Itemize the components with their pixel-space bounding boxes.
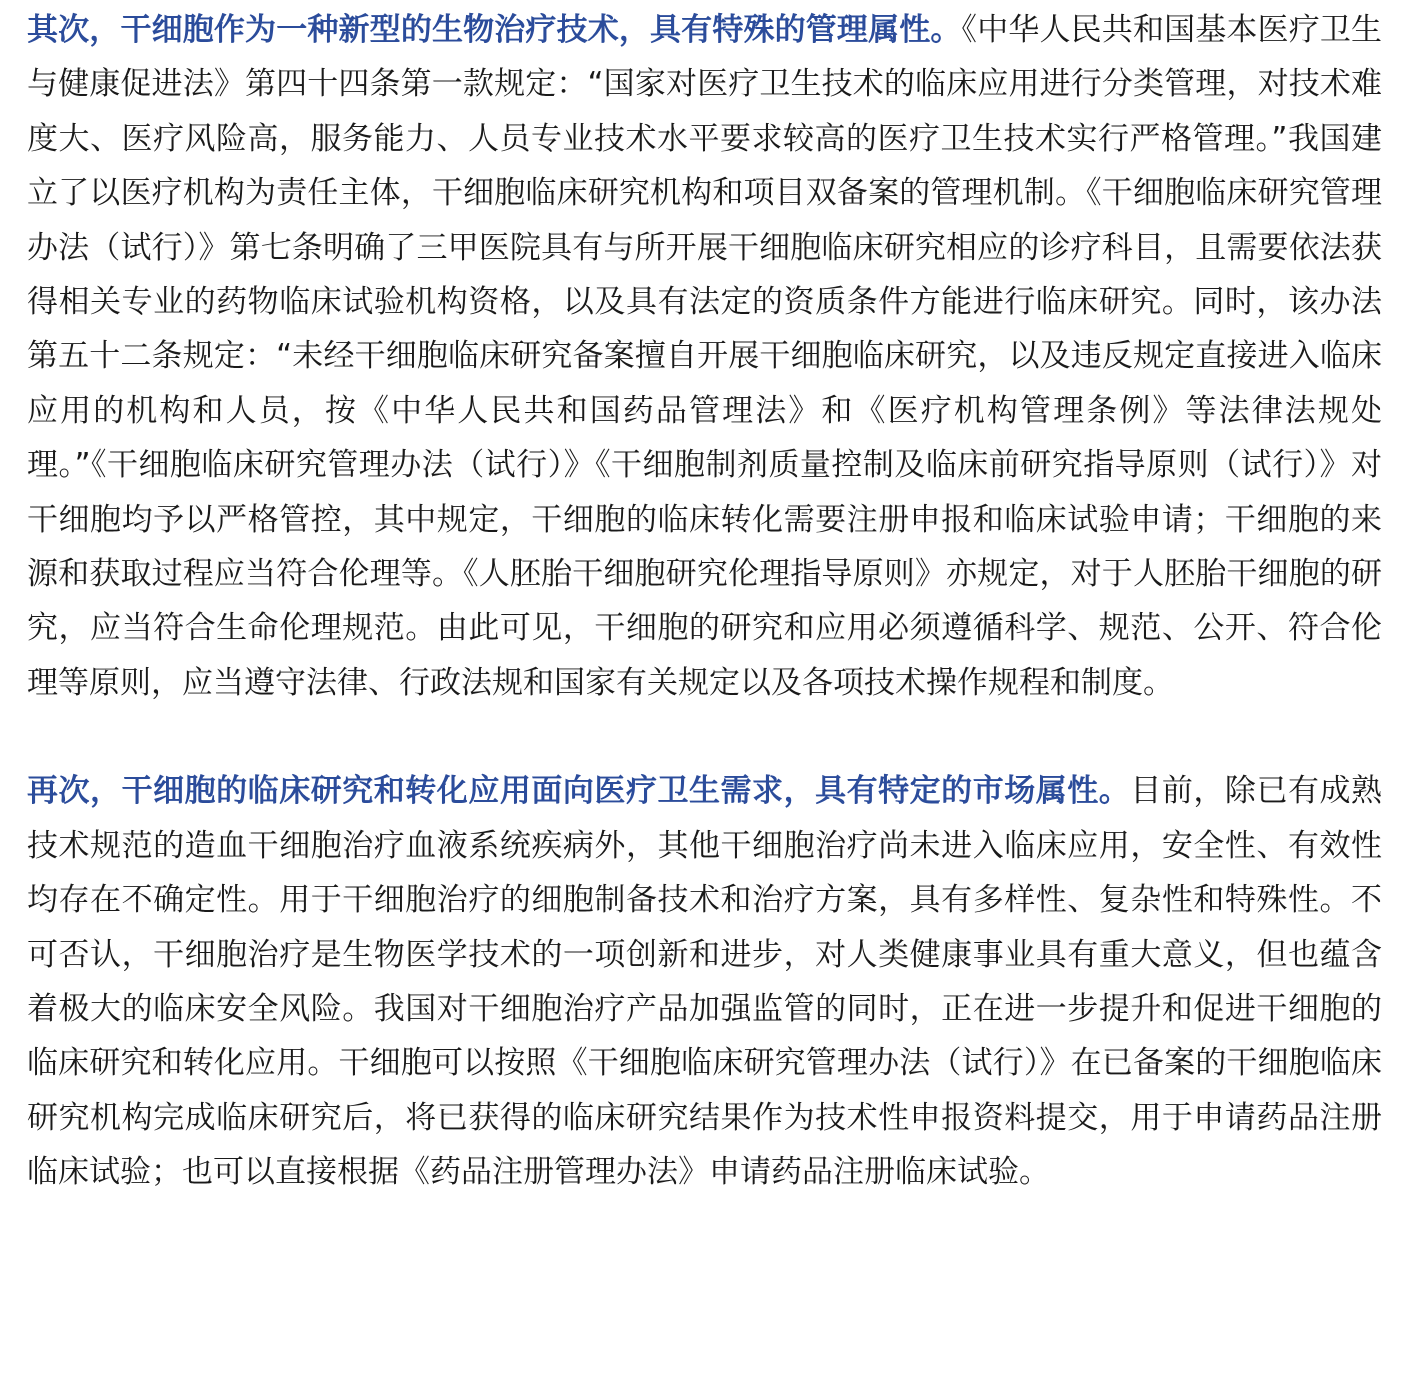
paragraph-management-attribute (27, 3, 1382, 710)
paragraph-body: 《中华人民共和国基本医疗卫生与健康促进法》第四十四条第一款规定：“国家对医疗卫生技术的临床应用进行分类管理，对技术难度大、医疗风险高，服务能力、人员专业技术水平要求较高的医疗卫生技术实行严格管理。”我国建立了以医疗机构为责任主体，干细胞临床研究机构和项目双备案的管理机制。《干细胞临床研究管理办法（试行）》第七条明确了三甲医院具有与所开展干细胞临床研究相应的诊疗科目，且需要依法获得相关专业的药物临床试验机构资格，以及具有法定的资质条件方能进行临床研究。同时，该办法第五十二条规定：“未经干细胞临床研究备案擅自开展干细胞临床研究，以及违反规定直接进入临床应用的机构和人员，按《中华人民共和国药品管理法》和《医疗机构管理条例》等法律法规处理。”《干细胞临床研究管理办法（试行）》《干细胞制剂质量控制及临床前研究指导原则（试行）》对干细胞均予以严格管控，其中规定，干细胞的临床转化需要注册申报和临床试验申请；干细胞的来源和获取过程应当符合伦理等。《人胚胎干细胞研究伦理指导原则》亦规定，对于人胚胎干细胞的研究，应当符合生命伦理规范。由此可见，干细胞的研究和应用必须遵循科学、规范、公开、符合伦理等原则，应当遵守法律、行政法规和国家有关规定以及各项技术操作规程和制度。 (27, 12, 1383, 701)
paragraph-lead: 其次，干细胞作为一种新型的生物治疗技术，具有特殊的管理属性。 (27, 12, 962, 48)
paragraph-body: 目前，除已有成熟技术规范的造血干细胞治疗血液系统疾病外，其他干细胞治疗尚未进入临床应用，安全性、有效性均存在不确定性。用于干细胞治疗的细胞制备技术和治疗方案，具有多样性、复杂性和特殊性。不可否认，干细胞治疗是生物医学技术的一项创新和进步，对人类健康事业具有重大意义，但也蕴含着极大的临床安全风险。我国对干细胞治疗产品加强监管的同时，正在进一步提升和促进干细胞的临床研究和转化应用。干细胞可以按照《干细胞临床研究管理办法（试行）》在已备案的干细胞临床研究机构完成临床研究后，将已获得的临床研究结果作为技术性申报资料提交，用于申请药品注册临床试验；也可以直接根据《药品注册管理办法》申请药品注册临床试验。 (27, 773, 1383, 1191)
paragraph-lead: 再次，干细胞的临床研究和转化应用面向医疗卫生需求，具有特定的市场属性。 (27, 773, 1131, 810)
paragraph-market-attribute (27, 764, 1382, 1199)
article (27, 3, 1382, 1200)
